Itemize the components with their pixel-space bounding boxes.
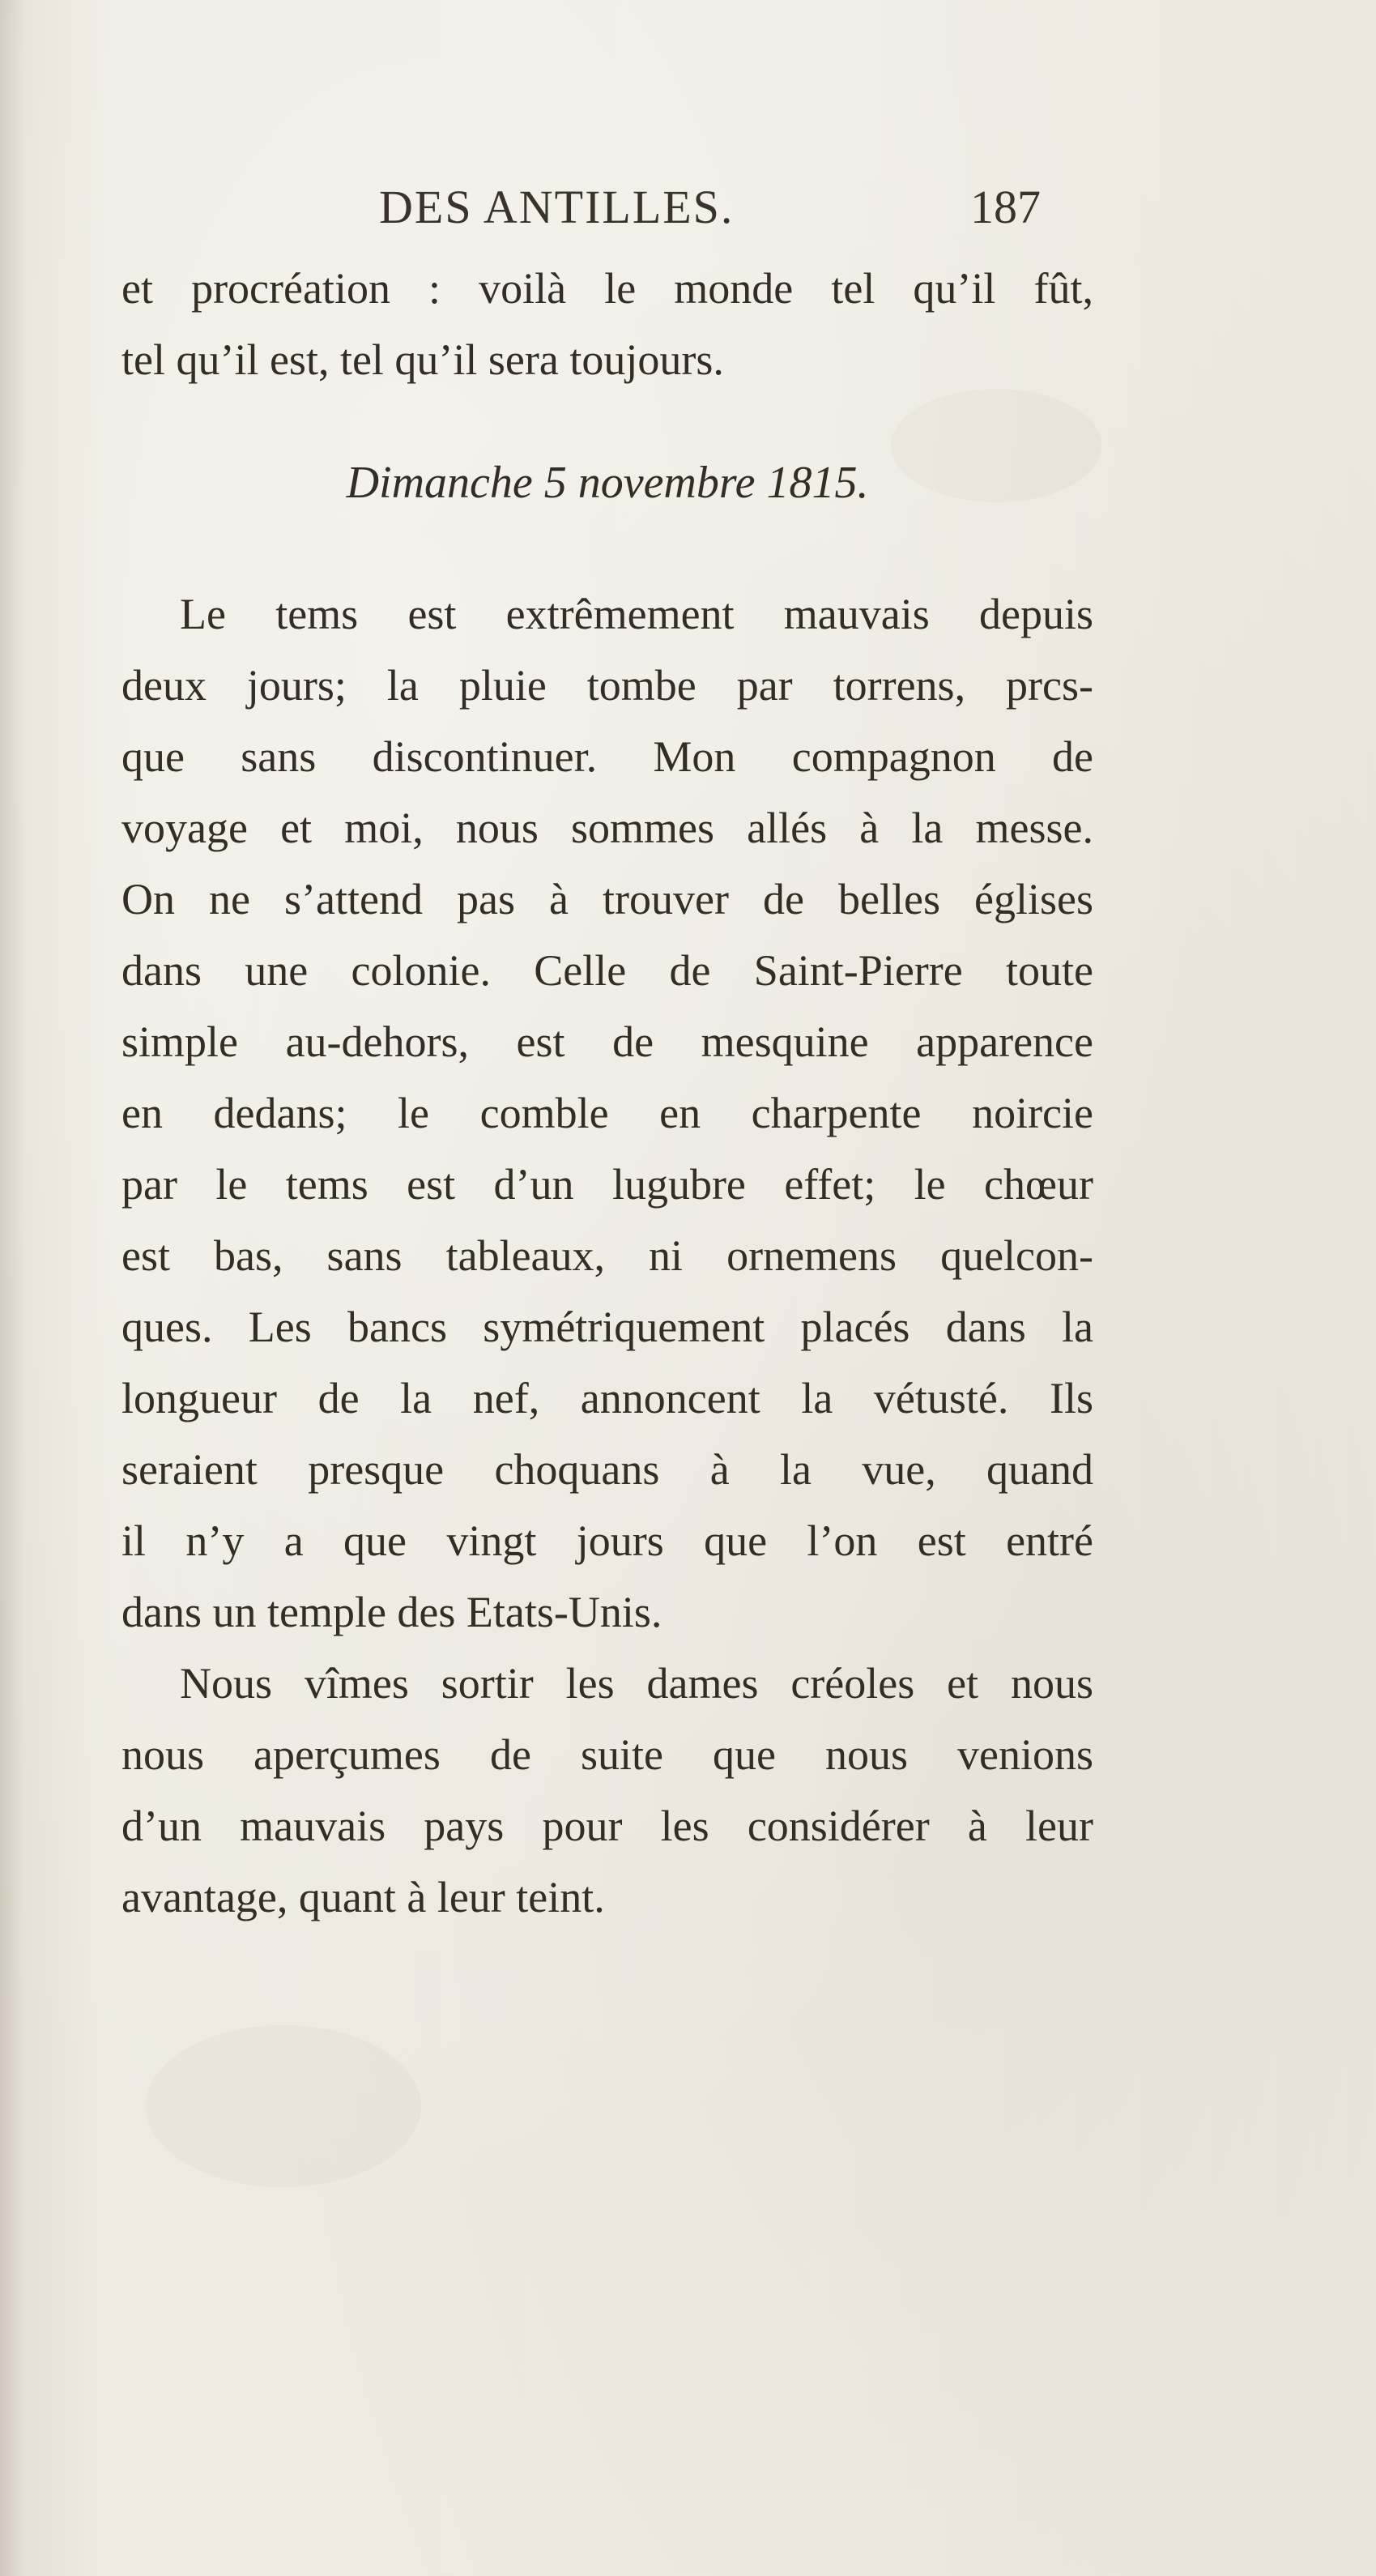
spacer: [121, 522, 1093, 578]
paper-stain: [146, 2025, 421, 2187]
paragraph: [121, 578, 1093, 1648]
text-line: seraient presque choquans à la vue, quand: [121, 1445, 1093, 1494]
spacer: [121, 395, 1093, 444]
text-line: deux jours; la pluie tombe par torrens, prcs-: [121, 661, 1093, 710]
text-line: ques. Les bancs symétriquement placés dans la: [121, 1303, 1093, 1351]
text-line: Le tems est extrêmement mauvais depuis: [180, 590, 1093, 638]
text-line: dans une colonie. Celle de Saint-Pierre toute: [121, 946, 1093, 995]
text-line: par le tems est d’un lugubre effet; le chœur: [121, 1160, 1093, 1209]
text-line: et procréation : voilà le monde tel qu’il fût,: [121, 264, 1093, 313]
page-number: 187: [970, 181, 1041, 233]
text-line: tel qu’il est, tel qu’il sera toujours.: [121, 335, 724, 384]
text-line: voyage et moi, nous sommes allés à la messe.: [121, 804, 1093, 852]
text-line: d’un mauvais pays pour les considérer à leur: [121, 1802, 1093, 1850]
text-line: longueur de la nef, annoncent la vétusté. Ils: [121, 1374, 1093, 1422]
paragraph: [121, 1648, 1093, 1933]
text-line: nous aperçumes de suite que nous venions: [121, 1730, 1093, 1779]
page-header: [121, 180, 1093, 245]
dateline: Dimanche 5 novembre 1815.: [346, 458, 869, 508]
text-line: que sans discontinuer. Mon compagnon de: [121, 732, 1093, 781]
text-line: il n’y a que vingt jours que l’on est entré: [121, 1516, 1093, 1565]
body-text: [121, 253, 1093, 1933]
text-line: est bas, sans tableaux, ni ornemens quelcon-: [121, 1231, 1093, 1280]
gutter-shadow: [0, 0, 24, 2576]
text-line: en dedans; le comble en charpente noircie: [121, 1089, 1093, 1137]
text-line: simple au-dehors, est de mesquine apparence: [121, 1017, 1093, 1066]
text-line: Nous vîmes sortir les dames créoles et nous: [180, 1659, 1093, 1708]
text-line: avantage, quant à leur teint.: [121, 1873, 605, 1921]
running-title: DES ANTILLES.: [379, 181, 735, 233]
text-line: dans un temple des Etats-Unis.: [121, 1588, 662, 1636]
text-line: On ne s’attend pas à trouver de belles églises: [121, 875, 1093, 923]
